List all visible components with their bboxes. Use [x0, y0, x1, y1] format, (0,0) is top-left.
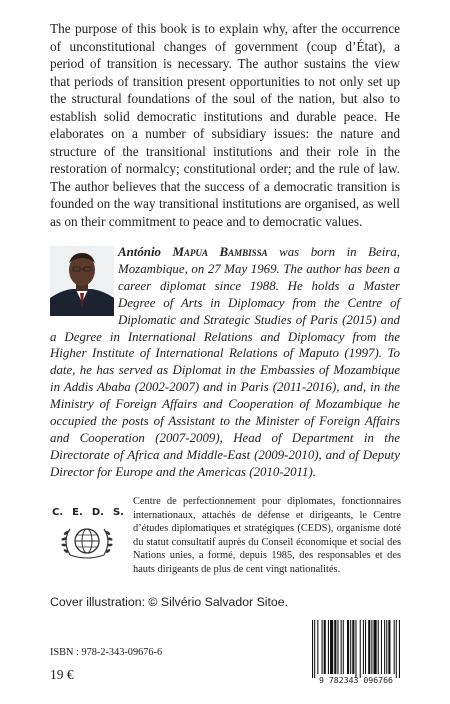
author-bio — [50, 244, 400, 481]
price: 19 € — [50, 667, 74, 682]
isbn-barcode — [311, 620, 401, 678]
ceds-logo — [48, 497, 124, 563]
author-bio-text: was born in Beira, Mozambique, on 27 May 1969. The author has been a career diplomat since 1988. He holds a Master Degree of Arts in Diplomacy from the Centre of Diplomatic and Strategic Studies of Paris (2015) and a Degree in International Relations and Diplomacy from the Higher Institute of International Relations of Maputo (1997). To date, he has served as Diplomat in the Embassies of Mozambique in Addis Ababa (2002-2007) and in Paris (2011-2016), and, in the Ministry of Foreign Affairs and Cooperation of Mozambique he occupied the posts of Assistant to the Minister of Foreign Affairs and Cooperation (2007-2009), Head of Department in the Directorate of Africa and Middle-East (2009-2010), and of Deputy Director for Europe and the Americas (2010-2011). — [50, 245, 400, 479]
back-cover-blurb: The purpose of this book is to explain why, after the occurrence of unconstitutional changes of government (coup d’État), a period of transition is necessary. The author sustains the view that periods of transition present opportunities to not only set up the structural foundations of the soul of the nation, but also to establish solid democratic institutions and durable peace. He elaborates on a number of subsidiary issues: the nature and structure of the transitional institutions and their role in the restoration of normalcy; constitutional order; and the rule of law. The author believes that the success of a democratic transition is founded on the way transitional institutions are organised, as well as on their commitment to peace and to democratic values. — [50, 21, 400, 229]
globe-laurel-icon — [56, 521, 118, 561]
barcode-number: 9 782343 096766 — [319, 675, 393, 685]
author-name: António Mapua Bambissa — [118, 245, 268, 259]
ceds-description: Centre de perfectionnement pour diplomates, fonctionnaires internationaux, attachés de défense et dirigeants, le Centre d’études diplomatiques et stratégiques (CEDS), organisme doté du statut consultatif auprès du Conseil économique et social des Nations unies, a formé, depuis 1985, des responsables et des hauts dirigeants de plus de cent vingt nationalités. — [133, 496, 401, 575]
ceds-logo-letters: C. E. D. S. — [52, 507, 124, 518]
isbn: ISBN : 978-2-343-09676-6 — [50, 647, 163, 658]
cover-credit: Cover illustration: © Silvério Salvador Sitoe. — [50, 595, 289, 609]
